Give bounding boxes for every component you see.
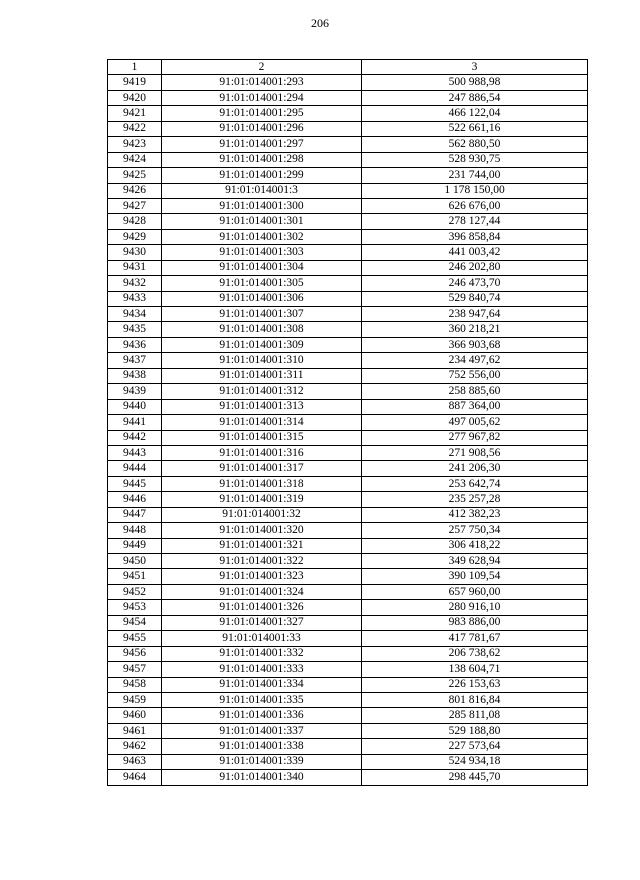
table-row <box>108 260 588 275</box>
value-cell: 522 661,16 <box>362 121 588 136</box>
cadastral-number-cell: 91:01:014001:298 <box>162 152 362 167</box>
table-row <box>108 384 588 399</box>
value-cell: 529 188,80 <box>362 723 588 738</box>
row-number-cell: 9425 <box>108 168 162 183</box>
value-cell: 253 642,74 <box>362 476 588 491</box>
row-number-cell: 9433 <box>108 291 162 306</box>
table-row <box>108 245 588 260</box>
value-cell: 258 885,60 <box>362 384 588 399</box>
value-cell: 241 206,30 <box>362 461 588 476</box>
cadastral-number-cell: 91:01:014001:336 <box>162 708 362 723</box>
table-row <box>108 368 588 383</box>
cadastral-number-cell: 91:01:014001:311 <box>162 368 362 383</box>
table-row <box>108 198 588 213</box>
cadastral-number-cell: 91:01:014001:316 <box>162 445 362 460</box>
value-cell: 280 916,10 <box>362 600 588 615</box>
row-number-cell: 9435 <box>108 322 162 337</box>
row-number-cell: 9420 <box>108 90 162 105</box>
table-row <box>108 692 588 707</box>
table-row <box>108 445 588 460</box>
value-cell: 466 122,04 <box>362 106 588 121</box>
row-number-cell: 9458 <box>108 677 162 692</box>
value-cell: 306 418,22 <box>362 538 588 553</box>
value-cell: 246 473,70 <box>362 276 588 291</box>
row-number-cell: 9439 <box>108 384 162 399</box>
value-cell: 360 218,21 <box>362 322 588 337</box>
value-cell: 247 886,54 <box>362 90 588 105</box>
header-row <box>108 60 588 75</box>
table-row <box>108 708 588 723</box>
cadastral-number-cell: 91:01:014001:299 <box>162 168 362 183</box>
row-number-cell: 9448 <box>108 523 162 538</box>
cadastral-number-cell: 91:01:014001:305 <box>162 276 362 291</box>
table-row <box>108 229 588 244</box>
value-cell: 227 573,64 <box>362 739 588 754</box>
cadastral-number-cell: 91:01:014001:326 <box>162 600 362 615</box>
cadastral-number-cell: 91:01:014001:310 <box>162 353 362 368</box>
cadastral-table <box>107 59 588 786</box>
value-cell: 226 153,63 <box>362 677 588 692</box>
table-row <box>108 584 588 599</box>
row-number-cell: 9424 <box>108 152 162 167</box>
cadastral-number-cell: 91:01:014001:33 <box>162 631 362 646</box>
table-row <box>108 662 588 677</box>
value-cell: 1 178 150,00 <box>362 183 588 198</box>
row-number-cell: 9438 <box>108 368 162 383</box>
table-row <box>108 353 588 368</box>
row-number-cell: 9464 <box>108 770 162 785</box>
row-number-cell: 9422 <box>108 121 162 136</box>
row-number-cell: 9426 <box>108 183 162 198</box>
cadastral-number-cell: 91:01:014001:306 <box>162 291 362 306</box>
table-row <box>108 276 588 291</box>
table-row <box>108 152 588 167</box>
cadastral-number-cell: 91:01:014001:314 <box>162 415 362 430</box>
table-row <box>108 137 588 152</box>
row-number-cell: 9460 <box>108 708 162 723</box>
value-cell: 234 497,62 <box>362 353 588 368</box>
row-number-cell: 9455 <box>108 631 162 646</box>
row-number-cell: 9440 <box>108 399 162 414</box>
value-cell: 887 364,00 <box>362 399 588 414</box>
cadastral-number-cell: 91:01:014001:323 <box>162 569 362 584</box>
table-row <box>108 569 588 584</box>
value-cell: 752 556,00 <box>362 368 588 383</box>
value-cell: 366 903,68 <box>362 337 588 352</box>
cadastral-number-cell: 91:01:014001:304 <box>162 260 362 275</box>
cadastral-number-cell: 91:01:014001:3 <box>162 183 362 198</box>
value-cell: 349 628,94 <box>362 554 588 569</box>
table-row <box>108 337 588 352</box>
table-row <box>108 631 588 646</box>
row-number-cell: 9432 <box>108 276 162 291</box>
page-number: 206 <box>311 16 329 30</box>
value-cell: 390 109,54 <box>362 569 588 584</box>
table-row <box>108 523 588 538</box>
value-cell: 231 744,00 <box>362 168 588 183</box>
table-row <box>108 75 588 90</box>
row-number-cell: 9441 <box>108 415 162 430</box>
value-cell: 500 988,98 <box>362 75 588 90</box>
cadastral-number-cell: 91:01:014001:322 <box>162 554 362 569</box>
row-number-cell: 9443 <box>108 445 162 460</box>
cadastral-number-cell: 91:01:014001:337 <box>162 723 362 738</box>
table-row <box>108 492 588 507</box>
value-cell: 562 880,50 <box>362 137 588 152</box>
value-cell: 277 967,82 <box>362 430 588 445</box>
row-number-cell: 9431 <box>108 260 162 275</box>
table-row <box>108 168 588 183</box>
value-cell: 238 947,64 <box>362 307 588 322</box>
table-row <box>108 307 588 322</box>
value-cell: 529 840,74 <box>362 291 588 306</box>
cadastral-number-cell: 91:01:014001:318 <box>162 476 362 491</box>
table-header <box>108 60 588 75</box>
row-number-cell: 9427 <box>108 198 162 213</box>
table-row <box>108 677 588 692</box>
row-number-cell: 9451 <box>108 569 162 584</box>
value-cell: 298 445,70 <box>362 770 588 785</box>
row-number-cell: 9461 <box>108 723 162 738</box>
cadastral-number-cell: 91:01:014001:332 <box>162 646 362 661</box>
cadastral-number-cell: 91:01:014001:317 <box>162 461 362 476</box>
table-row <box>108 183 588 198</box>
table-row <box>108 90 588 105</box>
cadastral-number-cell: 91:01:014001:293 <box>162 75 362 90</box>
table-body <box>108 75 588 785</box>
row-number-cell: 9437 <box>108 353 162 368</box>
row-number-cell: 9445 <box>108 476 162 491</box>
row-number-cell: 9423 <box>108 137 162 152</box>
table-row <box>108 754 588 769</box>
column-header-2: 2 <box>162 60 362 75</box>
row-number-cell: 9430 <box>108 245 162 260</box>
cadastral-number-cell: 91:01:014001:300 <box>162 198 362 213</box>
row-number-cell: 9444 <box>108 461 162 476</box>
row-number-cell: 9449 <box>108 538 162 553</box>
row-number-cell: 9454 <box>108 615 162 630</box>
table-row <box>108 121 588 136</box>
column-header-3: 3 <box>362 60 588 75</box>
cadastral-number-cell: 91:01:014001:321 <box>162 538 362 553</box>
row-number-cell: 9421 <box>108 106 162 121</box>
cadastral-number-cell: 91:01:014001:308 <box>162 322 362 337</box>
row-number-cell: 9453 <box>108 600 162 615</box>
row-number-cell: 9456 <box>108 646 162 661</box>
value-cell: 528 930,75 <box>362 152 588 167</box>
table-row <box>108 106 588 121</box>
value-cell: 257 750,34 <box>362 523 588 538</box>
row-number-cell: 9434 <box>108 307 162 322</box>
value-cell: 271 908,56 <box>362 445 588 460</box>
table-row <box>108 739 588 754</box>
value-cell: 235 257,28 <box>362 492 588 507</box>
cadastral-number-cell: 91:01:014001:313 <box>162 399 362 414</box>
value-cell: 626 676,00 <box>362 198 588 213</box>
value-cell: 441 003,42 <box>362 245 588 260</box>
cadastral-number-cell: 91:01:014001:301 <box>162 214 362 229</box>
table-row <box>108 291 588 306</box>
value-cell: 246 202,80 <box>362 260 588 275</box>
cadastral-number-cell: 91:01:014001:319 <box>162 492 362 507</box>
cadastral-number-cell: 91:01:014001:296 <box>162 121 362 136</box>
cadastral-number-cell: 91:01:014001:295 <box>162 106 362 121</box>
row-number-cell: 9459 <box>108 692 162 707</box>
cadastral-number-cell: 91:01:014001:320 <box>162 523 362 538</box>
value-cell: 801 816,84 <box>362 692 588 707</box>
row-number-cell: 9428 <box>108 214 162 229</box>
table-row <box>108 615 588 630</box>
table-row <box>108 507 588 522</box>
table-row <box>108 415 588 430</box>
row-number-cell: 9447 <box>108 507 162 522</box>
cadastral-number-cell: 91:01:014001:307 <box>162 307 362 322</box>
row-number-cell: 9436 <box>108 337 162 352</box>
cadastral-number-cell: 91:01:014001:294 <box>162 90 362 105</box>
row-number-cell: 9457 <box>108 662 162 677</box>
table-row <box>108 214 588 229</box>
table-row <box>108 538 588 553</box>
cadastral-number-cell: 91:01:014001:340 <box>162 770 362 785</box>
table-row <box>108 600 588 615</box>
row-number-cell: 9429 <box>108 229 162 244</box>
value-cell: 657 960,00 <box>362 584 588 599</box>
cadastral-number-cell: 91:01:014001:312 <box>162 384 362 399</box>
table-row <box>108 399 588 414</box>
column-header-1: 1 <box>108 60 162 75</box>
value-cell: 417 781,67 <box>362 631 588 646</box>
table-row <box>108 476 588 491</box>
value-cell: 497 005,62 <box>362 415 588 430</box>
cadastral-number-cell: 91:01:014001:32 <box>162 507 362 522</box>
row-number-cell: 9442 <box>108 430 162 445</box>
row-number-cell: 9452 <box>108 584 162 599</box>
value-cell: 412 382,23 <box>362 507 588 522</box>
table-row <box>108 430 588 445</box>
value-cell: 138 604,71 <box>362 662 588 677</box>
cadastral-number-cell: 91:01:014001:309 <box>162 337 362 352</box>
cadastral-number-cell: 91:01:014001:302 <box>162 229 362 244</box>
table-row <box>108 646 588 661</box>
cadastral-number-cell: 91:01:014001:338 <box>162 739 362 754</box>
table-row <box>108 554 588 569</box>
table-row <box>108 723 588 738</box>
table-row <box>108 461 588 476</box>
row-number-cell: 9450 <box>108 554 162 569</box>
cadastral-number-cell: 91:01:014001:315 <box>162 430 362 445</box>
value-cell: 524 934,18 <box>362 754 588 769</box>
cadastral-number-cell: 91:01:014001:335 <box>162 692 362 707</box>
cadastral-number-cell: 91:01:014001:339 <box>162 754 362 769</box>
cadastral-number-cell: 91:01:014001:334 <box>162 677 362 692</box>
table-row <box>108 770 588 785</box>
value-cell: 206 738,62 <box>362 646 588 661</box>
value-cell: 285 811,08 <box>362 708 588 723</box>
row-number-cell: 9419 <box>108 75 162 90</box>
table-row <box>108 322 588 337</box>
value-cell: 278 127,44 <box>362 214 588 229</box>
cadastral-number-cell: 91:01:014001:333 <box>162 662 362 677</box>
cadastral-number-cell: 91:01:014001:324 <box>162 584 362 599</box>
cadastral-number-cell: 91:01:014001:297 <box>162 137 362 152</box>
cadastral-number-cell: 91:01:014001:327 <box>162 615 362 630</box>
cadastral-number-cell: 91:01:014001:303 <box>162 245 362 260</box>
row-number-cell: 9463 <box>108 754 162 769</box>
row-number-cell: 9446 <box>108 492 162 507</box>
row-number-cell: 9462 <box>108 739 162 754</box>
value-cell: 983 886,00 <box>362 615 588 630</box>
value-cell: 396 858,84 <box>362 229 588 244</box>
